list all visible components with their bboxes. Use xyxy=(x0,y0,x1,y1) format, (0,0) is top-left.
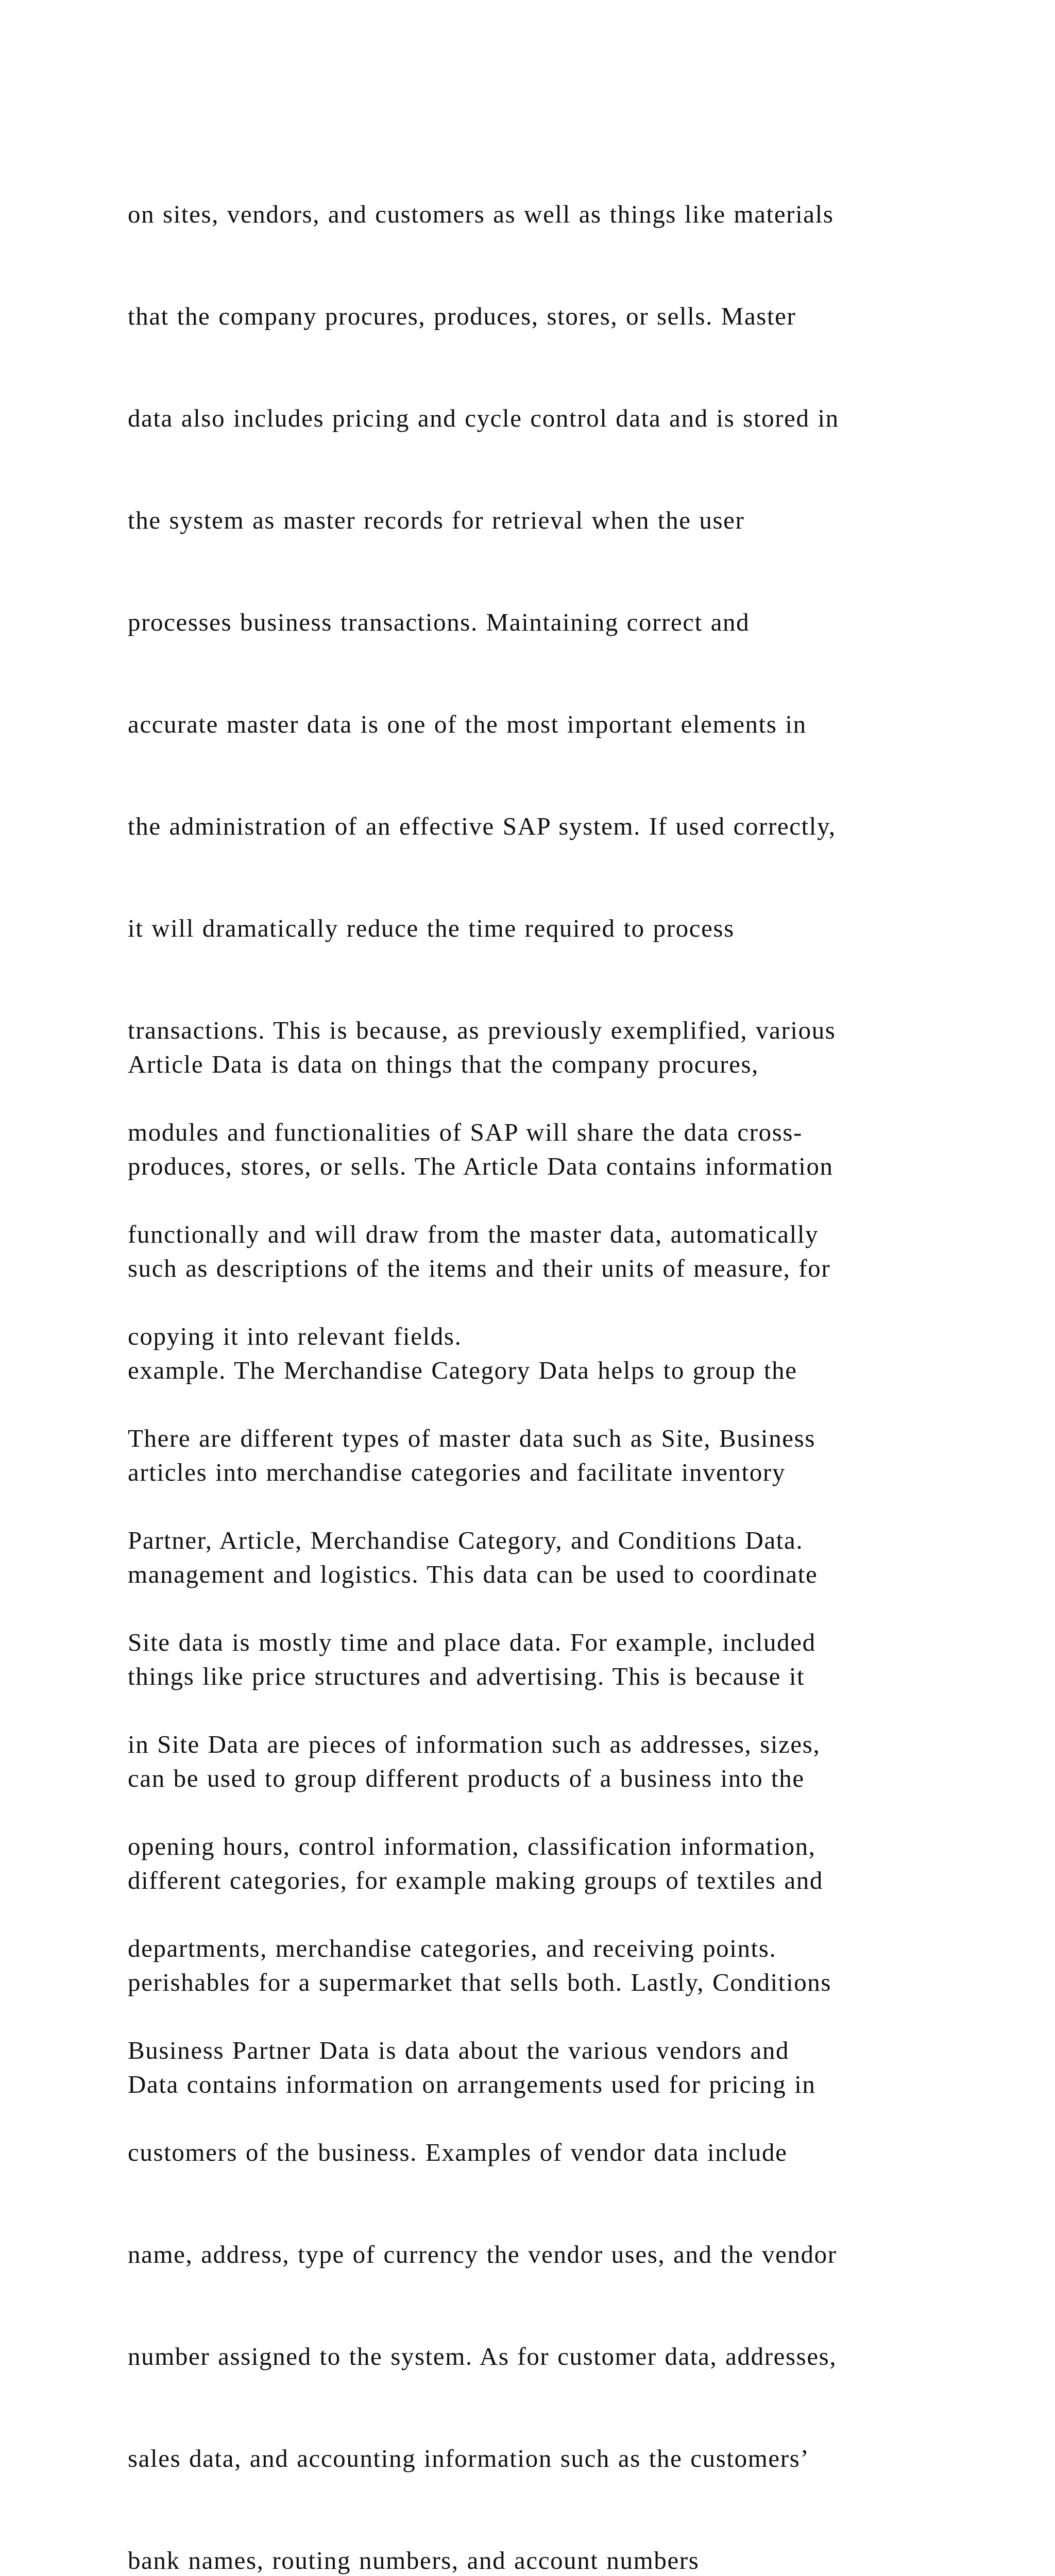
text-line: on sites, vendors, and customers as well as things like materials xyxy=(128,200,834,228)
text-line: Data contains information on arrangements used for pricing in xyxy=(128,2070,816,2098)
text-line: There are different types of master data such as Site, Business xyxy=(128,1424,815,1452)
text-line: transactions. This is because, as previously exemplified, various xyxy=(128,1016,836,1044)
text-line: processes business transactions. Maintaining correct and xyxy=(128,608,750,636)
text-line: accurate master data is one of the most important elements in xyxy=(128,710,807,738)
paragraph-block-article-data xyxy=(128,979,1003,2170)
text-line: the administration of an effective SAP system. If used correctly, xyxy=(128,812,836,840)
text-line: name, address, type of currency the vendor uses, and the vendor xyxy=(128,2240,837,2268)
text-line: data also includes pricing and cycle control data and is stored in xyxy=(128,404,839,432)
text-line: Article Data is data on things that the company procures, xyxy=(128,1050,759,1078)
text-line: that the company procures, produces, stores, or sells. Master xyxy=(128,302,796,330)
text-line: sales data, and accounting information such as the customers’ xyxy=(128,2444,810,2472)
text-line: opening hours, control information, classification information, xyxy=(128,1832,816,1860)
text-line: the system as master records for retrieval when the user xyxy=(128,506,745,534)
text-line: Site data is mostly time and place data. For example, included xyxy=(128,1628,816,1656)
text-line: things like price structures and advertising. This is because it xyxy=(128,1662,805,1690)
text-line: Business Partner Data is data about the various vendors and xyxy=(128,2036,790,2064)
text-line: different categories, for example making groups of textiles and xyxy=(128,1866,824,1894)
text-line: Partner, Article, Merchandise Category, and Conditions Data. xyxy=(128,1526,804,1554)
text-line: perishables for a supermarket that sells both. Lastly, Conditions xyxy=(128,1968,832,1996)
text-line: modules and functionalities of SAP will share the data cross- xyxy=(128,1118,803,1146)
text-line: number assigned to the system. As for customer data, addresses, xyxy=(128,2342,837,2370)
text-line: management and logistics. This data can be used to coordinate xyxy=(128,1560,818,1588)
text-line: functionally and will draw from the master data, automatically xyxy=(128,1220,819,1248)
text-line: customers of the business. Examples of vendor data include xyxy=(128,2138,788,2166)
text-line: example. The Merchandise Category Data helps to group the xyxy=(128,1356,797,1384)
text-line: produces, stores, or sells. The Article Data contains information xyxy=(128,1152,833,1180)
text-line: articles into merchandise categories and facilitate inventory xyxy=(128,1458,786,1486)
text-line: in Site Data are pieces of information such as addresses, sizes, xyxy=(128,1730,821,1758)
text-line: it will dramatically reduce the time required to process xyxy=(128,914,735,942)
text-line: bank names, routing numbers, and account numbers xyxy=(128,2546,700,2574)
text-line: can be used to group different products of a business into the xyxy=(128,1764,805,1792)
text-line: such as descriptions of the items and their units of measure, for xyxy=(128,1254,831,1282)
text-line: departments, merchandise categories, and receiving points. xyxy=(128,1934,777,1962)
text-line: copying it into relevant fields. xyxy=(128,1322,462,1350)
